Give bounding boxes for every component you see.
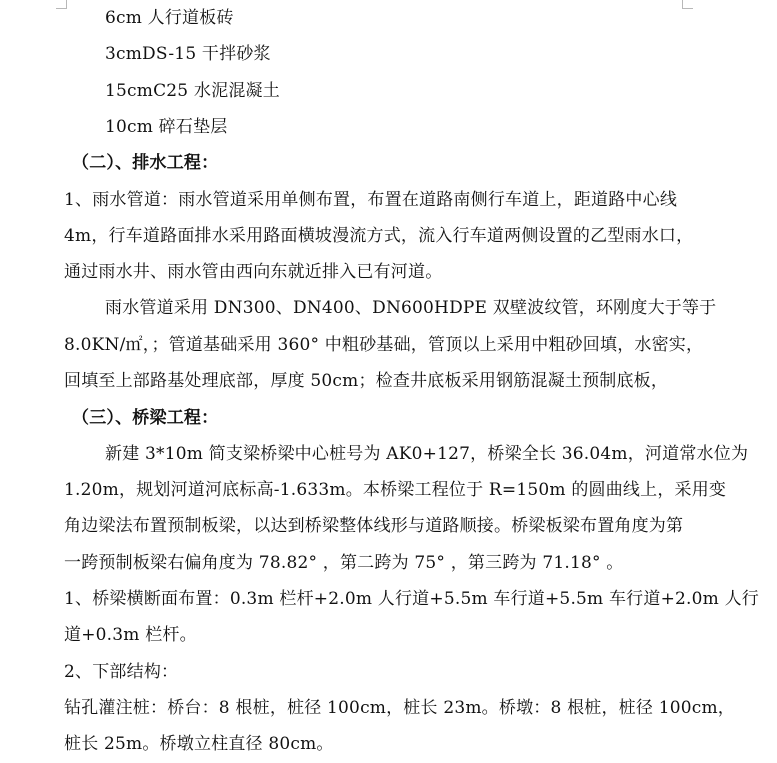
drainage-paragraph-line: 4m，行车道路面排水采用路面横坡漫流方式，流入行车道两侧设置的乙型雨水口， <box>64 226 694 246</box>
material-line: 15cmC25 水泥混凝土 <box>105 81 280 101</box>
bridge-paragraph-line: 道+0.3m 栏杆。 <box>64 625 197 645</box>
material-line: 3cmDS-15 干拌砂浆 <box>105 44 271 64</box>
drainage-paragraph-line: 回填至上部路基处理底部，厚度 50cm；检查井底板采用钢筋混凝土预制底板， <box>64 371 669 391</box>
page-corner-mark-left <box>56 0 67 9</box>
bridge-paragraph-line: 新建 3*10m 简支梁桥梁中心桩号为 AK0+127，桥梁全长 36.04m，河道常水位为 <box>105 444 749 464</box>
section-heading-bridge: （三）、桥梁工程： <box>72 408 219 428</box>
bridge-paragraph-line: 1、桥梁横断面布置：0.3m 栏杆+2.0m 人行道+5.5m 车行道+5.5m 车行道+2.0m 人行 <box>64 589 759 609</box>
drainage-paragraph-line: 雨水管道采用 DN300、DN400、DN600HDPE 双壁波纹管，环刚度大于等于 <box>105 298 717 318</box>
section-heading-drainage: （二）、排水工程： <box>72 153 219 173</box>
drainage-paragraph-line: 8.0KN/㎡，；管道基础采用 360° 中粗砂基础，管顶以上采用中粗砂回填，水密实， <box>64 335 704 355</box>
material-line: 10cm 碎石垫层 <box>105 117 228 137</box>
bridge-paragraph-line: 一跨预制板梁右偏角度为 78.82° ，第二跨为 75° ，第三跨为 71.18° 。 <box>64 553 624 573</box>
drainage-paragraph-line: 1、雨水管道：雨水管道采用单侧布置，布置在道路南侧行车道上，距道路中心线 <box>64 190 678 210</box>
bridge-paragraph-line: 桩长 25m。桥墩立柱直径 80cm。 <box>64 734 334 754</box>
drainage-paragraph-line: 通过雨水井、雨水管由西向东就近排入已有河道。 <box>64 262 443 282</box>
material-line: 6cm 人行道板砖 <box>105 8 234 28</box>
bridge-paragraph-line: 钻孔灌注桩：桥台：8 根桩，桩径 100cm，桩长 23m。桥墩：8 根桩，桩径 100cm， <box>64 698 735 718</box>
bridge-paragraph-line: 1.20m，规划河道河底标高-1.633m。本桥梁工程位于 R=150m 的圆曲线上，采用变 <box>64 480 727 500</box>
bridge-paragraph-line: 角边梁法布置预制板梁，以达到桥梁整体线形与道路顺接。桥梁板梁布置角度为第 <box>64 516 684 536</box>
bridge-paragraph-line: 2、下部结构： <box>64 662 179 682</box>
page-corner-mark-right <box>682 0 693 9</box>
